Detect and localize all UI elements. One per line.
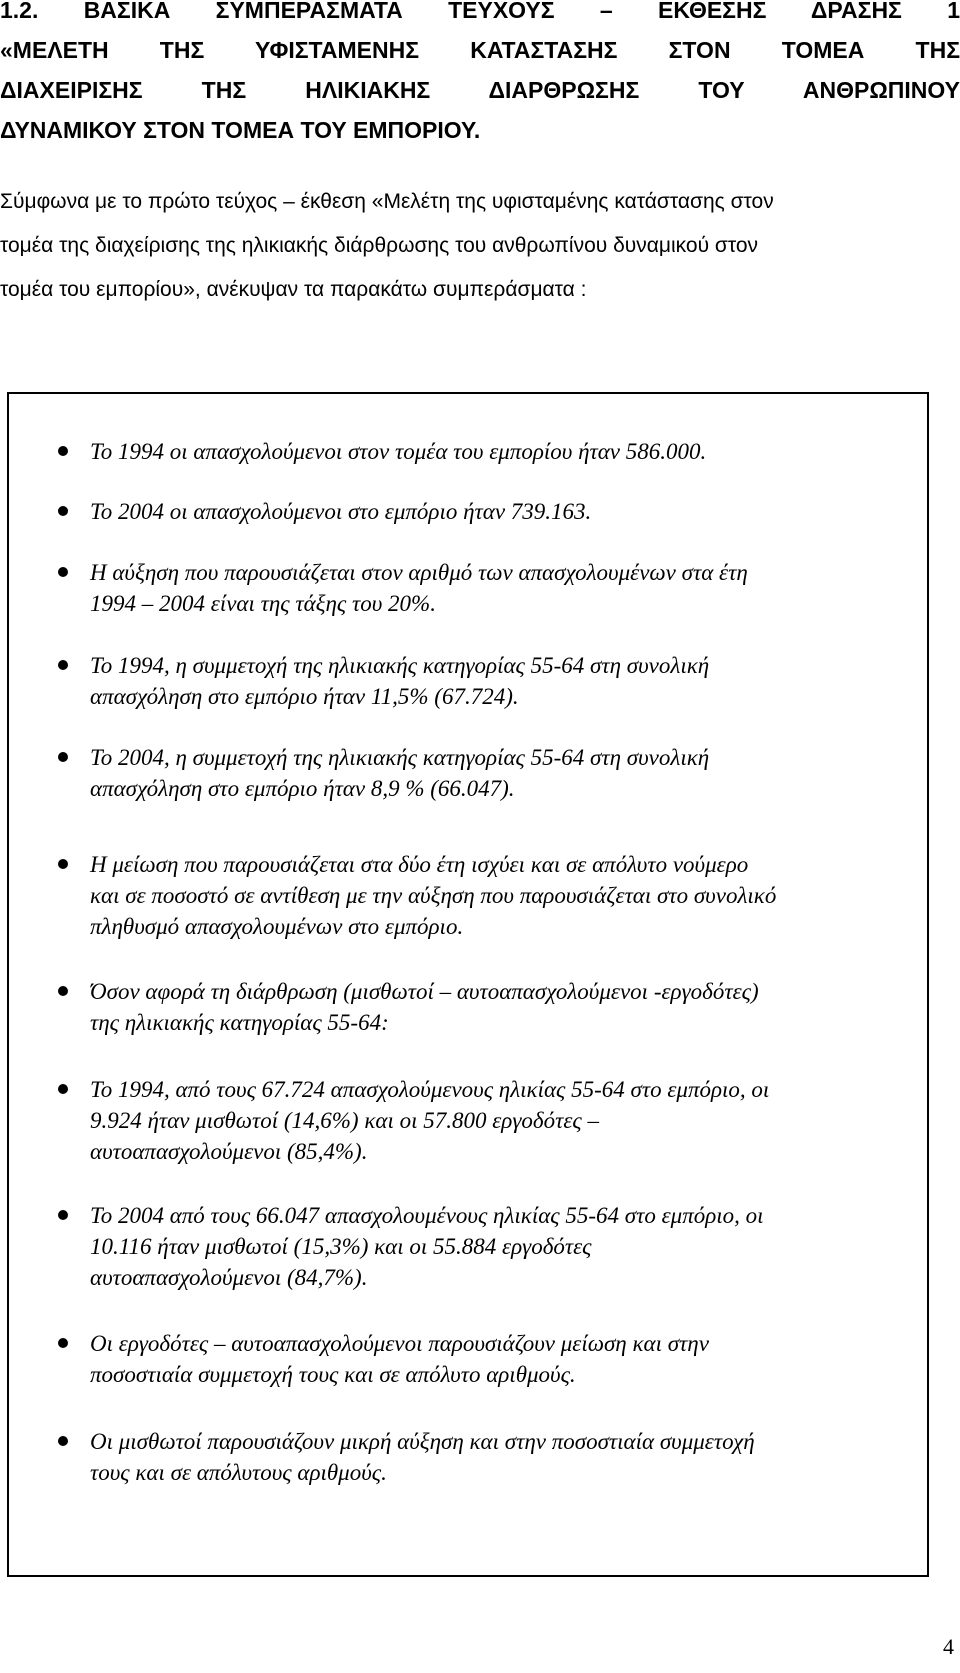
list-item: [90, 496, 920, 527]
list-item-line: 9.924 ήταν μισθωτοί (14,6%) και οι 57.800 εργοδότες –: [90, 1108, 599, 1133]
list-item-line: αυτοαπασχολούμενοι (85,4%).: [90, 1139, 368, 1164]
list-item-line: Το 1994 οι απασχολούμενοι στον τομέα του εμπορίου ήταν 586.000.: [90, 439, 707, 464]
intro-line: τομέα του εμπορίου», ανέκυψαν τα παρακάτω συμπεράσματα :: [0, 278, 587, 301]
bullet-icon: [58, 567, 68, 577]
intro-line: Σύμφωνα με το πρώτο τεύχος – έκθεση «Μελέτη της υφισταμένης κατάστασης στον: [0, 190, 774, 213]
list-item: [90, 650, 920, 712]
list-item-line: 10.116 ήταν μισθωτοί (15,3%) και οι 55.884 εργοδότες: [90, 1234, 592, 1259]
list-item-line: Οι εργοδότες – αυτοαπασχολούμενοι παρουσιάζουν μείωση και στην: [90, 1331, 709, 1356]
list-item-line: Οι μισθωτοί παρουσιάζουν μικρή αύξηση και στην ποσοστιαία συμμετοχή: [90, 1429, 755, 1454]
bullet-icon: [58, 986, 68, 996]
list-item-line: Το 1994, από τους 67.724 απασχολούμενους ηλικίας 55-64 στο εμπόριο, οι: [90, 1077, 770, 1102]
list-item-line: Το 2004, η συμμετοχή της ηλικιακής κατηγορίας 55-64 στη συνολική: [90, 745, 710, 770]
list-item: [90, 976, 920, 1038]
bullet-icon: [58, 1210, 68, 1220]
intro-paragraph: [0, 180, 960, 312]
heading-line: ΔΙΑΧΕΙΡΙΣΗΣ ΤΗΣ ΗΛΙΚΙΑΚΗΣ ΔΙΑΡΘΡΩΣΗΣ ΤΟΥ ΑΝΘΡΩΠΙΝΟΥ: [0, 77, 960, 103]
list-item-line: και σε ποσοστό σε αντίθεση με την αύξηση που παρουσιάζεται στο συνολικό: [90, 883, 777, 908]
bullet-icon: [58, 1436, 68, 1446]
bullet-icon: [58, 859, 68, 869]
list-item-line: τους και σε απόλυτους αριθμούς.: [90, 1460, 387, 1485]
list-item: [90, 436, 920, 467]
bullet-icon: [58, 1084, 68, 1094]
bullet-icon: [58, 506, 68, 516]
list-item: [90, 1426, 920, 1488]
list-item-line: Η μείωση που παρουσιάζεται στα δύο έτη ισχύει και σε απόλυτο νούμερο: [90, 852, 749, 877]
list-item-line: απασχόληση στο εμπόριο ήταν 11,5% (67.724).: [90, 684, 519, 709]
heading-line: «ΜΕΛΕΤΗ ΤΗΣ ΥΦΙΣΤΑΜΕΝΗΣ ΚΑΤΑΣΤΑΣΗΣ ΣΤΟΝ ΤΟΜΕΑ ΤΗΣ: [0, 37, 960, 63]
list-item: [90, 849, 920, 942]
list-item-line: Το 2004 από τους 66.047 απασχολουμένους ηλικίας 55-64 στο εμπόριο, οι: [90, 1203, 764, 1228]
heading-line: 1.2. ΒΑΣΙΚΑ ΣΥΜΠΕΡΑΣΜΑΤΑ ΤΕΥΧΟΥΣ – ΕΚΘΕΣΗΣ ΔΡΑΣΗΣ 1: [0, 0, 960, 23]
list-item-line: αυτοαπασχολούμενοι (84,7%).: [90, 1265, 368, 1290]
list-item-line: πληθυσμό απασχολουμένων στο εμπόριο.: [90, 914, 464, 939]
list-item: [90, 1328, 920, 1390]
list-item-line: Η αύξηση που παρουσιάζεται στον αριθμό των απασχολουμένων στα έτη: [90, 560, 748, 585]
page-number: 4: [943, 1634, 954, 1659]
list-item-line: Όσον αφορά τη διάρθρωση (μισθωτοί – αυτοαπασχολούμενοι -εργοδότες): [90, 979, 759, 1004]
bullet-icon: [58, 660, 68, 670]
bullet-icon: [58, 1338, 68, 1348]
bullet-icon: [58, 446, 68, 456]
list-item-line: απασχόληση στο εμπόριο ήταν 8,9 % (66.047).: [90, 776, 515, 801]
intro-line: τομέα της διαχείρισης της ηλικιακής διάρθρωσης του ανθρωπίνου δυναμικού στον: [0, 234, 759, 257]
list-item-line: Το 1994, η συμμετοχή της ηλικιακής κατηγορίας 55-64 στη συνολική: [90, 653, 710, 678]
list-item: [90, 1200, 920, 1293]
list-item: [90, 742, 920, 804]
list-item: [90, 1074, 920, 1167]
section-heading: [0, 0, 960, 150]
list-item-line: της ηλικιακής κατηγορίας 55-64:: [90, 1010, 389, 1035]
list-item-line: Το 2004 οι απασχολούμενοι στο εμπόριο ήταν 739.163.: [90, 499, 592, 524]
list-item: [90, 557, 920, 619]
heading-line: ΔΥΝΑΜΙΚΟΥ ΣΤΟΝ ΤΟΜΕΑ ΤΟΥ ΕΜΠΟΡΙΟΥ.: [0, 117, 481, 143]
list-item-line: ποσοστιαία συμμετοχή τους και σε απόλυτο αριθμούς.: [90, 1362, 576, 1387]
list-item-line: 1994 – 2004 είναι της τάξης του 20%.: [90, 591, 436, 616]
bullet-icon: [58, 752, 68, 762]
